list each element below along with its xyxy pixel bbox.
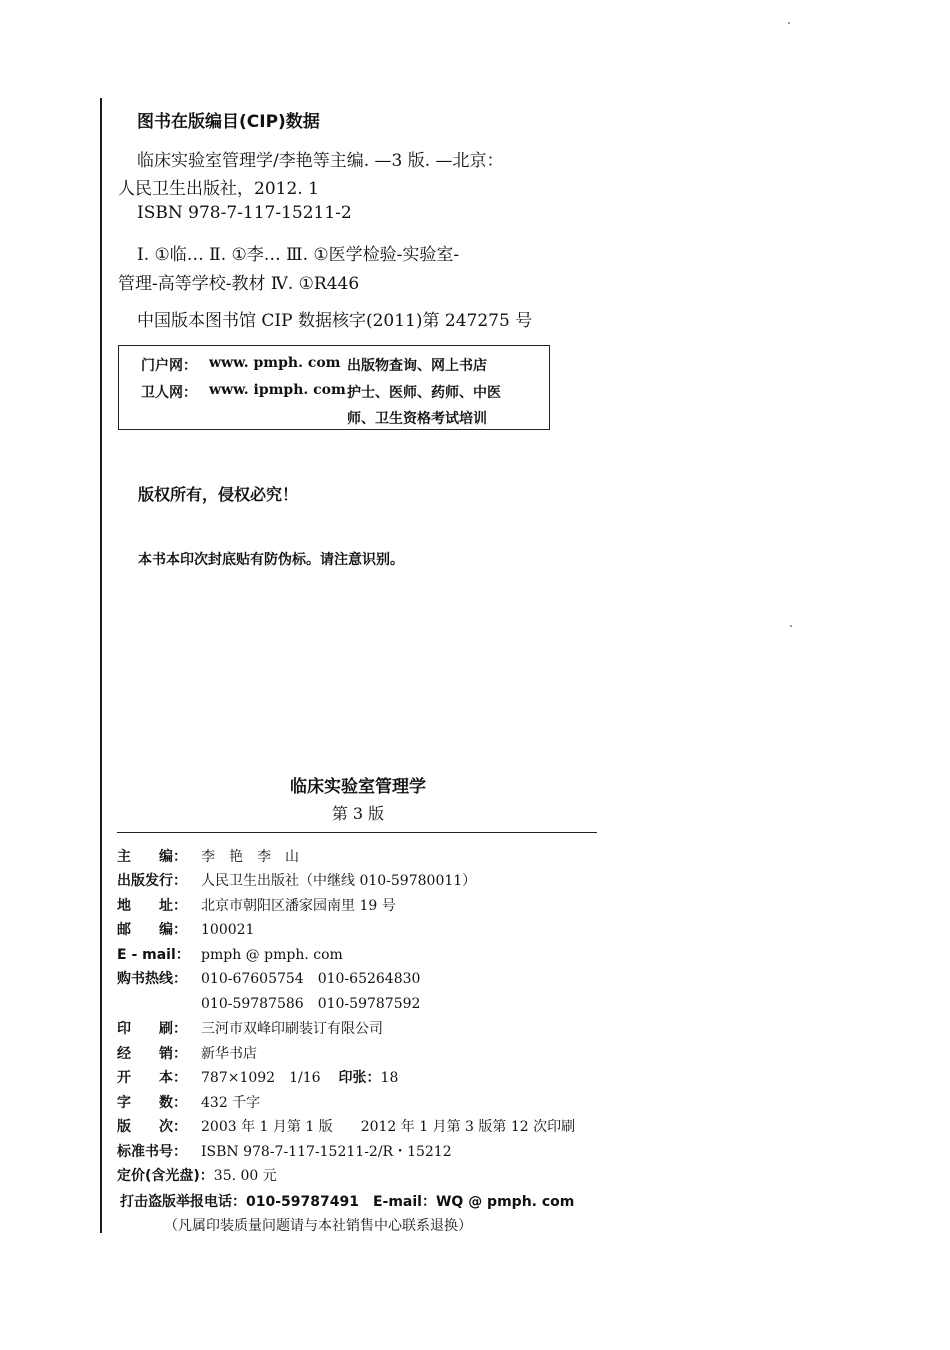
detail-label: 字 数： [117,1095,187,1111]
piracy-hotline: 打击盗版举报电话：010-59787491 E-mail：WQ @ pmph. com [120,1194,575,1210]
health-portal-description-2: 师、卫生资格考试培训 [347,411,487,427]
detail-label: 开 本： [117,1070,187,1086]
detail-value: 2003 年 1 月第 1 版 2012 年 1 月第 3 版第 12 次印刷 [201,1119,576,1135]
left-margin-rule [100,98,102,1233]
detail-row [117,1043,257,1063]
detail-label: 版 次： [117,1119,187,1135]
detail-value: 新华书店 [201,1046,257,1062]
detail-row [117,919,254,939]
health-portal-description-1: 护士、医师、药师、中医 [347,385,501,401]
scan-speck [788,22,790,24]
detail-label: 主 编： [117,849,187,865]
portal-label: 门户网： [141,358,197,374]
detail-row [117,968,420,988]
cip-isbn: ISBN 978-7-117-15211-2 [137,203,352,223]
detail-value: 35. 00 元 [213,1168,277,1184]
detail-label: 邮 编： [117,922,187,938]
detail-label: 购书热线： [117,971,187,987]
detail-label: 出版发行： [117,873,187,889]
sheet-count-value: 18 [380,1070,399,1086]
detail-label: 定价(含光盘)： [117,1168,214,1184]
detail-row [117,846,299,866]
detail-value: 100021 [201,922,255,938]
return-note: （凡属印装质量问题请与本社销售中心联系退换） [164,1218,472,1234]
detail-row [117,944,343,964]
book-title: 临床实验室管理学 [290,777,426,797]
website-box [118,345,550,430]
scan-speck [790,625,792,627]
detail-row [117,895,396,915]
detail-value: ISBN 978-7-117-15211-2/R・15212 [201,1144,452,1160]
email-value[interactable]: pmph @ pmph. com [201,947,343,963]
anti-counterfeit-notice: 本书本印次封底贴有防伪标。请注意识别。 [138,552,404,568]
detail-value: 北京市朝阳区潘家园南里 19 号 [201,898,396,914]
cip-class-1: Ⅰ. ①临… Ⅱ. ①李… Ⅲ. ①医学检验-实验室- [137,245,460,265]
detail-label: 经 销： [117,1046,187,1062]
sheet-count-label: 印张： [338,1070,381,1086]
detail-value: 三河市双峰印刷装订有限公司 [201,1021,383,1037]
health-portal-label: 卫人网： [141,385,197,401]
detail-row [117,1092,260,1112]
detail-row [117,1141,452,1161]
detail-value: 010-67605754 010-65264830 [201,971,421,987]
portal-description: 出版物查询、网上书店 [347,358,487,374]
detail-value: 人民卫生出版社（中继线 010-59780011） [201,873,477,889]
detail-value: 010-59787586 010-59787592 [201,996,421,1012]
detail-row [117,1018,383,1038]
health-portal-url[interactable]: www. ipmph. com [209,382,346,398]
cip-header: 图书在版编目(CIP)数据 [137,112,320,132]
detail-row [117,1116,575,1136]
detail-value: 787×1092 1/16 [201,1070,321,1086]
cip-class-2: 管理-高等学校-教材 Ⅳ. ①R446 [118,274,360,294]
cip-line-1: 临床实验室管理学/李艳等主编. —3 版. —北京： [137,151,504,171]
book-edition: 第 3 版 [331,804,385,823]
detail-label: 印 刷： [117,1021,187,1037]
portal-url[interactable]: www. pmph. com [209,355,341,371]
detail-label: E - mail： [117,947,190,963]
detail-row [117,993,420,1013]
copyright-notice: 版权所有，侵权必究！ [138,485,299,504]
detail-label: 地 址： [117,898,187,914]
detail-row [117,1067,398,1087]
detail-value: 432 千字 [201,1095,261,1111]
detail-value: 李 艳 李 山 [201,849,299,865]
cip-line-2: 人民卫生出版社，2012. 1 [118,179,319,199]
detail-row [117,1165,277,1185]
cip-library-number: 中国版本图书馆 CIP 数据核字(2011)第 247275 号 [137,311,533,331]
colophon-divider [117,832,597,833]
detail-row [117,870,476,890]
detail-label: 标准书号： [117,1144,187,1160]
